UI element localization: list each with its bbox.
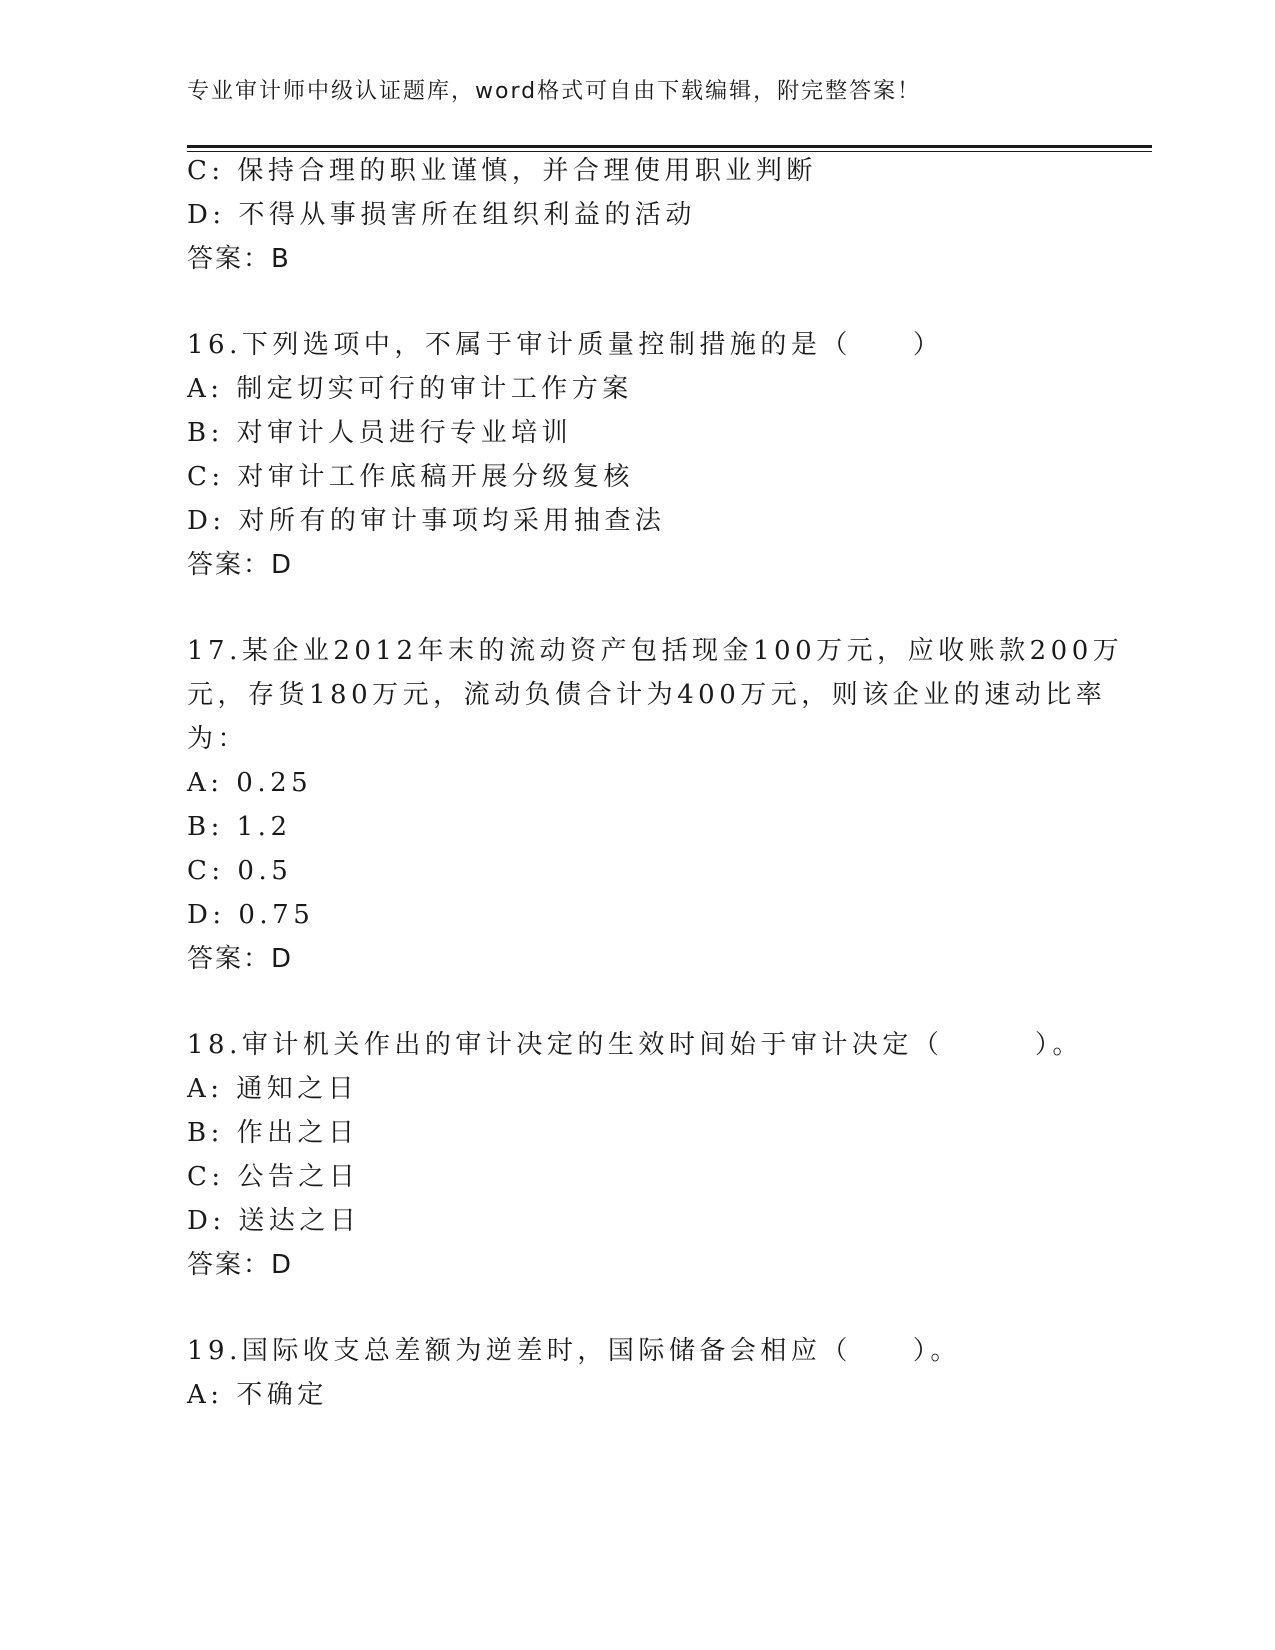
q17-stem-line-1: 17.某企业2012年末的流动资产包括现金100万元，应收账款200万: [187, 636, 1124, 666]
q17-option-d: D: 0.75: [187, 900, 315, 930]
q18-option-d: D: 送达之日: [187, 1206, 361, 1236]
prev-answer: 答案：B: [187, 244, 291, 274]
prev-option-c: C: 保持合理的职业谨慎，并合理使用职业判断: [187, 156, 817, 186]
q17-option-b: B: 1.2: [187, 812, 292, 842]
q16-option-a: A: 制定切实可行的审计工作方案: [187, 374, 633, 404]
q17-stem-line-3: 为：: [187, 724, 249, 754]
q16-option-c: C: 对审计工作底稿开展分级复核: [187, 462, 634, 492]
q16-answer: 答案：D: [187, 550, 294, 580]
page-header: 专业审计师中级认证题库，word格式可自由下载编辑，附完整答案！: [187, 79, 922, 104]
header-rule-thick: [187, 145, 1152, 148]
q17-option-c: C: 0.5: [187, 856, 293, 886]
prev-option-d: D: 不得从事损害所在组织利益的活动: [187, 200, 696, 230]
q16-option-b: B: 对审计人员进行专业培训: [187, 418, 573, 448]
q18-answer: 答案：D: [187, 1250, 294, 1280]
q18-option-a: A: 通知之日: [187, 1074, 359, 1104]
q19-option-a: A: 不确定: [187, 1380, 328, 1410]
q19-stem: 19.国际收支总差额为逆差时，国际储备会相应（ ）。: [187, 1336, 961, 1366]
q18-option-c: C: 公告之日: [187, 1162, 360, 1192]
q17-option-a: A: 0.25: [187, 768, 313, 798]
q18-stem: 18.审计机关作出的审计决定的生效时间始于审计决定（ ）。: [187, 1030, 1083, 1060]
q16-stem: 16.下列选项中，不属于审计质量控制措施的是（ ）: [187, 330, 944, 360]
q16-option-d: D: 对所有的审计事项均采用抽查法: [187, 506, 666, 536]
header-rule-thin: [187, 151, 1152, 152]
q17-stem-line-2: 元，存货180万元，流动负债合计为400万元，则该企业的速动比率: [187, 680, 1107, 710]
q18-option-b: B: 作出之日: [187, 1118, 359, 1148]
q17-answer: 答案：D: [187, 944, 294, 974]
